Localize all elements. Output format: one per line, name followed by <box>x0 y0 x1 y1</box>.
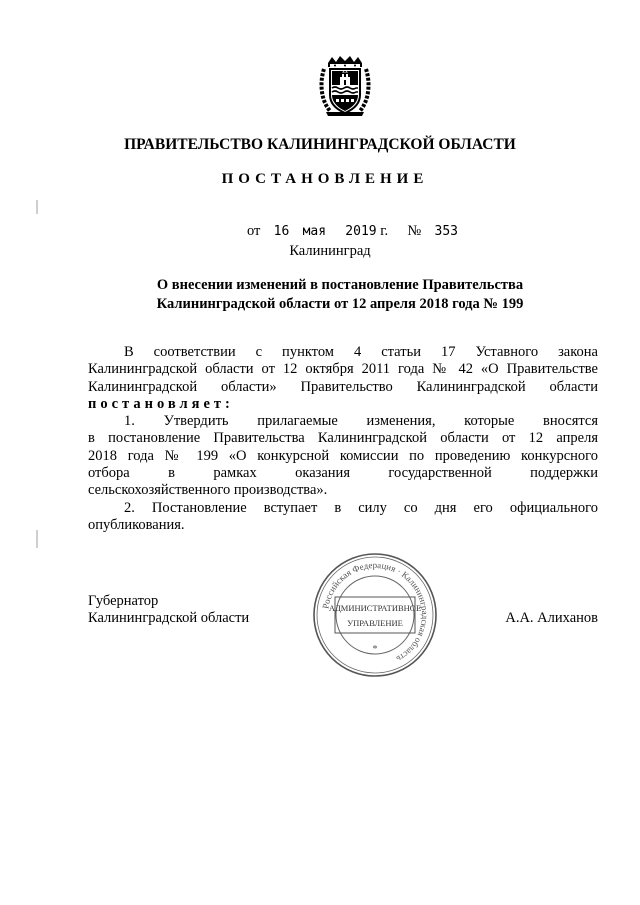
city: Калининград <box>289 243 371 259</box>
position-line: Калининградской области <box>88 610 250 627</box>
body-line: в постановление Правительства Калининградской области от 12 апреля <box>88 430 598 447</box>
document-number: 353 <box>434 224 458 239</box>
date-prefix: от <box>247 223 261 239</box>
subject-line: О внесении изменений в постановление Правительства <box>156 277 524 293</box>
body-line: 1. Утвердить прилагаемые изменения, которые вносятся <box>124 413 598 430</box>
body-line: опубликования. <box>88 516 185 533</box>
scan-artifact <box>36 200 38 214</box>
date-line <box>247 223 458 240</box>
body-line: Калининградской области от 12 октября 2011 года № 42 «О Правительстве <box>88 361 598 378</box>
position-line: Губернатор <box>88 593 159 609</box>
document-body <box>88 344 598 534</box>
signatory-position <box>88 593 249 628</box>
body-line: Калининградской области» Правительство Калининградской области <box>88 378 598 395</box>
body-line: 2018 года № 199 «О конкурсной комиссии по проведению конкурсного <box>88 447 598 464</box>
seal-ring-text: Российская Федерация · Калининградская область <box>320 559 431 665</box>
date-year: 2019 <box>345 224 377 239</box>
document-type: ПОСТАНОВЛЕНИЕ <box>221 171 429 187</box>
date-month: мая <box>302 224 327 239</box>
official-seal <box>311 551 439 679</box>
body-line: В соответствии с пунктом 4 статьи 17 Уставного закона <box>124 344 598 360</box>
kaliningrad-coat-of-arms-icon <box>318 55 372 117</box>
document-subject <box>60 276 620 314</box>
signer-name: А.А. Алиханов <box>505 610 598 626</box>
number-sign: № <box>407 223 422 239</box>
body-line: 2. Постановление вступает в силу со дня его официального <box>124 499 598 516</box>
decree-keyword: постановляет: <box>88 395 234 412</box>
seal-star: * <box>372 644 378 655</box>
date-day: 16 <box>273 224 290 239</box>
body-line: сельскохозяйственного производства». <box>88 482 328 499</box>
body-line: отбора в рамках оказания государственной поддержки <box>88 465 598 482</box>
date-year-suffix: г. <box>380 223 389 239</box>
government-title: ПРАВИТЕЛЬСТВО КАЛИНИНГРАДСКОЙ ОБЛАСТИ <box>124 136 516 153</box>
seal-center-text: АДМИНИСТРАТИВНОЕ <box>328 603 422 613</box>
scan-artifact <box>36 530 38 548</box>
seal-center-text: УПРАВЛЕНИЕ <box>347 618 403 628</box>
subject-line: Калининградской области от 12 апреля 2018 года № 199 <box>156 296 524 312</box>
